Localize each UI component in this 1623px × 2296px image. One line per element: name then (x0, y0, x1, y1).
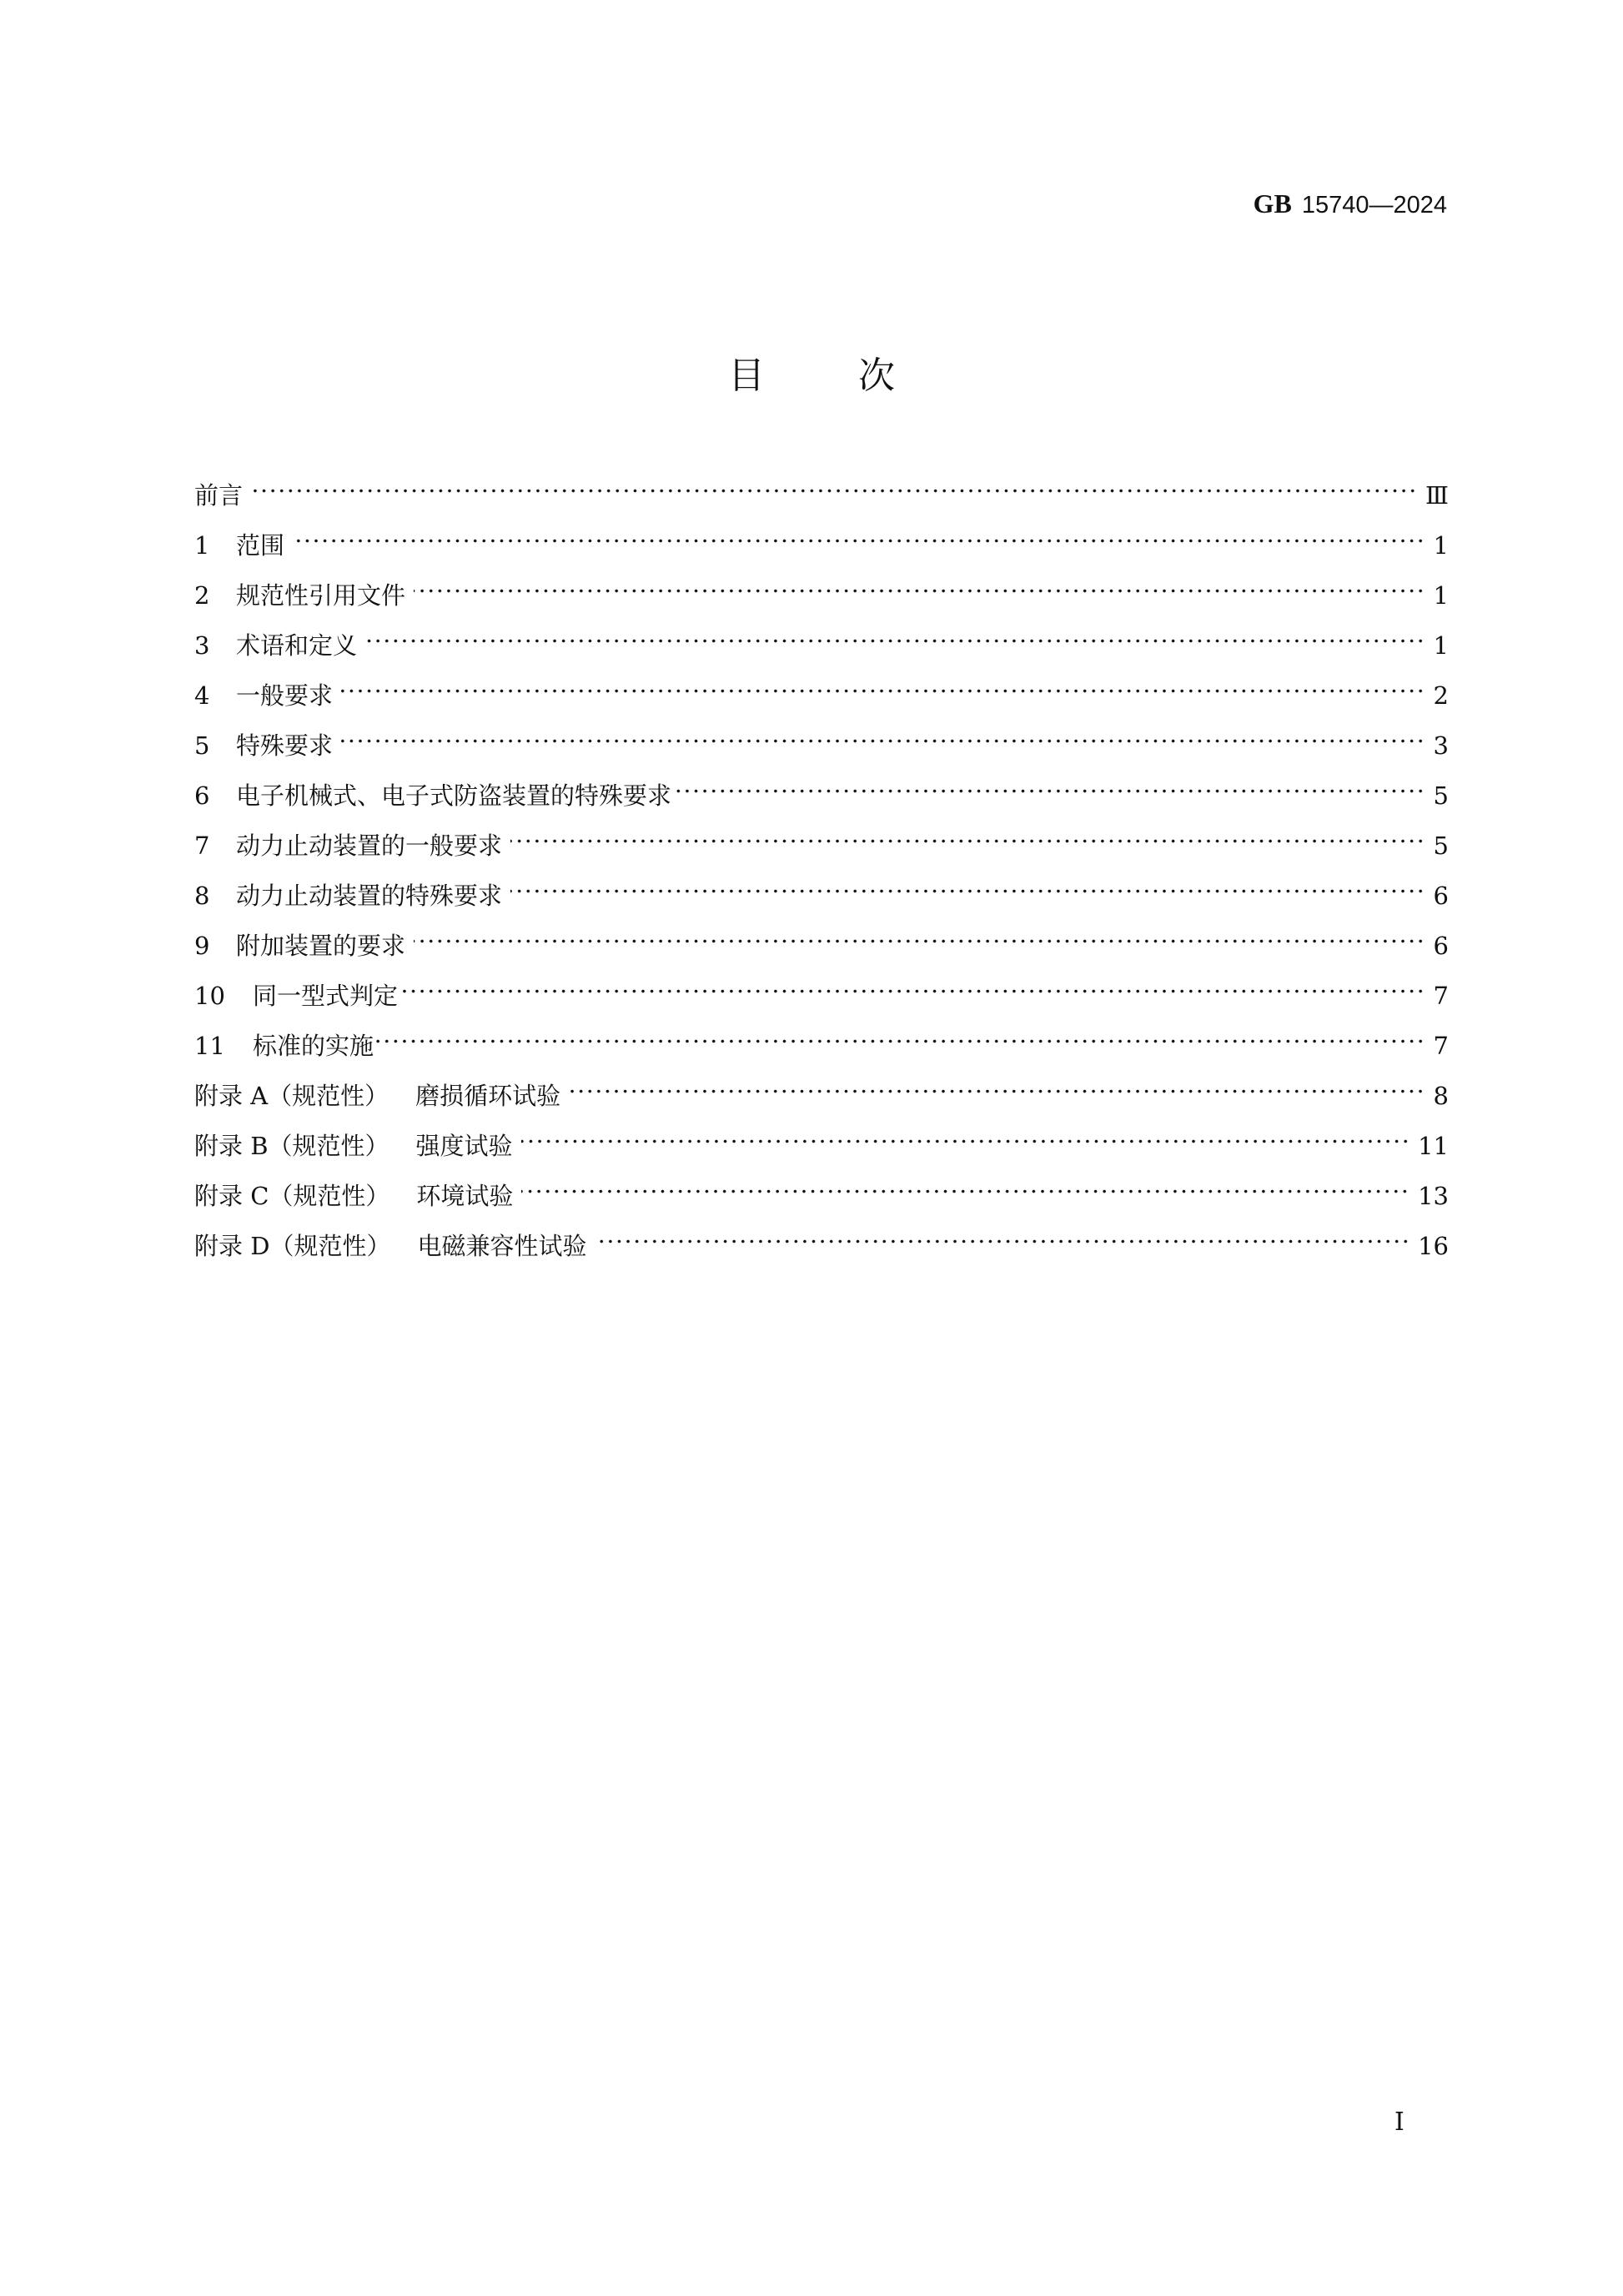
toc-entry-number: 5 (194, 731, 210, 760)
toc-entry-label: 标准的实施 (253, 1032, 374, 1060)
toc-entry-page: 1 (1433, 531, 1449, 560)
title-char-1: 目 (728, 354, 765, 398)
toc-entry-annex-d[interactable] (194, 1216, 1449, 1266)
toc-entry-label: 同一型式判定 (253, 982, 399, 1010)
toc-entry-number: 9 (194, 932, 210, 960)
annex-title: 环境试验 (416, 1182, 514, 1210)
toc-entry-label: 术语和定义 (236, 631, 358, 660)
dot-leader (293, 515, 1425, 554)
toc-entry-foreword[interactable] (194, 465, 1449, 515)
standard-prefix: GB (1253, 188, 1292, 219)
toc-entry-page: 5 (1433, 831, 1449, 860)
toc-entry-10[interactable] (194, 966, 1449, 1016)
toc-entry-2[interactable] (194, 565, 1449, 615)
toc-entry-11[interactable] (194, 1016, 1449, 1066)
annex-title: 强度试验 (415, 1132, 513, 1160)
dot-leader (374, 1016, 1425, 1054)
title-char-2: 次 (858, 354, 895, 398)
dot-leader (341, 716, 1425, 754)
toc-entry-7[interactable] (194, 816, 1449, 866)
toc-entry-page: Ⅲ (1425, 481, 1449, 510)
toc-entry-label: 附加装置的要求 (236, 932, 406, 960)
toc-entry-page: 6 (1433, 882, 1449, 910)
toc-entry-3[interactable] (194, 615, 1449, 666)
annex-prefix: 附录 A（规范性） (194, 1082, 389, 1110)
toc-entry-label (194, 1177, 513, 1215)
toc-entry-number: 7 (194, 831, 210, 860)
toc-entry-number: 2 (194, 581, 210, 610)
toc-entry-number: 10 (194, 982, 225, 1010)
toc-entry-8[interactable] (194, 866, 1449, 916)
toc-entry-page: 7 (1433, 982, 1449, 1010)
toc-entry-page: 2 (1433, 681, 1449, 710)
dot-leader (414, 916, 1425, 954)
dot-leader (510, 866, 1425, 904)
toc-entry-page: 6 (1433, 932, 1449, 960)
toc-entry-page: 13 (1418, 1182, 1449, 1210)
toc-entry-annex-a[interactable] (194, 1066, 1449, 1116)
toc-entry-label (194, 1127, 513, 1165)
annex-prefix: 附录 C（规范性） (194, 1182, 390, 1210)
toc-entry-annex-b[interactable] (194, 1116, 1449, 1166)
toc-entry-number: 4 (194, 681, 210, 710)
toc-entry-label (194, 1227, 587, 1265)
toc-entry-1[interactable] (194, 515, 1449, 565)
page-number: I (1394, 2108, 1404, 2137)
toc-entry-page: 5 (1433, 781, 1449, 810)
toc-entry-9[interactable] (194, 916, 1449, 966)
annex-title: 电磁兼容性试验 (417, 1232, 587, 1260)
toc-entry-page: 8 (1433, 1082, 1449, 1110)
toc-entry-page: 1 (1433, 631, 1449, 660)
dot-leader (414, 565, 1425, 604)
toc-entry-label: 特殊要求 (236, 731, 334, 760)
toc-entry-number: 3 (194, 631, 210, 660)
toc-entry-page: 7 (1433, 1032, 1449, 1060)
dot-leader (251, 465, 1417, 504)
toc-entry-page: 11 (1418, 1132, 1449, 1160)
toc-entry-label: 动力止动装置的一般要求 (236, 831, 503, 860)
toc-entry-number: 8 (194, 882, 210, 910)
annex-title: 磨损循环试验 (415, 1082, 561, 1110)
toc-entry-label: 规范性引用文件 (236, 581, 406, 610)
toc-entry-annex-c[interactable] (194, 1166, 1449, 1216)
standard-code (1254, 190, 1447, 218)
dot-leader (521, 1166, 1409, 1204)
annex-prefix: 附录 B（规范性） (194, 1132, 389, 1160)
dot-leader (671, 766, 1425, 804)
dot-leader (595, 1216, 1410, 1254)
page-title (0, 354, 1623, 398)
toc-entry-number: 1 (194, 531, 210, 560)
toc-entry-label (194, 1077, 560, 1115)
table-of-contents (194, 465, 1449, 1266)
toc-entry-page: 1 (1433, 581, 1449, 610)
dot-leader (341, 666, 1425, 704)
dot-leader (510, 816, 1425, 854)
dot-leader (569, 1066, 1425, 1104)
dot-leader (521, 1116, 1410, 1154)
toc-entry-number: 6 (194, 781, 210, 810)
dot-leader (365, 615, 1425, 654)
toc-entry-4[interactable] (194, 666, 1449, 716)
toc-entry-page: 3 (1433, 731, 1449, 760)
toc-entry-label: 电子机械式、电子式防盗装置的特殊要求 (236, 781, 672, 810)
annex-prefix: 附录 D（规范性） (194, 1232, 391, 1260)
toc-entry-label: 一般要求 (236, 681, 334, 710)
toc-entry-number: 11 (194, 1032, 225, 1060)
standard-number: 15740—2024 (1301, 192, 1447, 219)
toc-entry-page: 16 (1418, 1232, 1449, 1260)
dot-leader (398, 966, 1425, 1004)
toc-entry-label: 前言 (194, 481, 244, 510)
toc-entry-label: 范围 (236, 531, 285, 560)
toc-entry-label: 动力止动装置的特殊要求 (236, 882, 503, 910)
toc-entry-5[interactable] (194, 716, 1449, 766)
toc-entry-6[interactable] (194, 766, 1449, 816)
